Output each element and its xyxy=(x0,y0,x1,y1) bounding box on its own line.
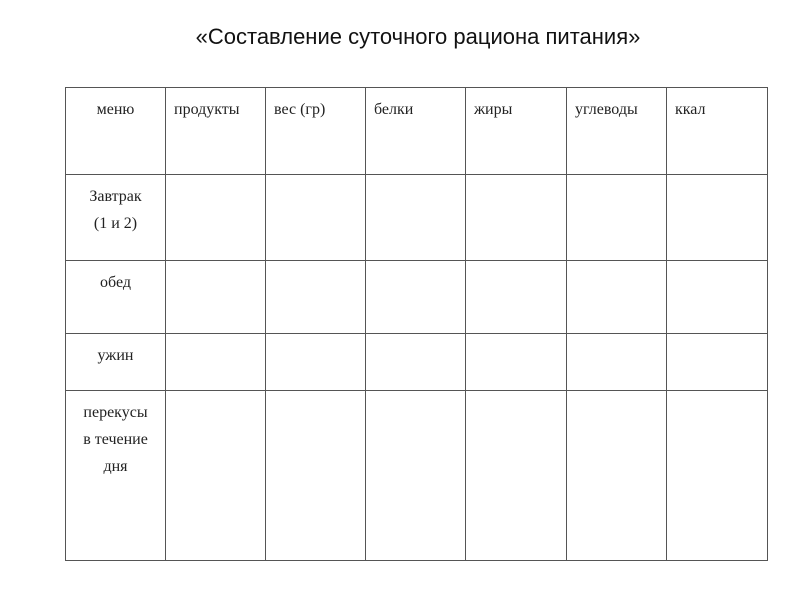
row-label-line: обед xyxy=(100,274,131,291)
header-cell-fats: жиры xyxy=(466,88,567,175)
table-cell[interactable] xyxy=(667,334,768,391)
table-row xyxy=(66,261,768,334)
table-row xyxy=(66,391,768,561)
row-label-line: Завтрак xyxy=(89,188,142,205)
table-row xyxy=(66,175,768,261)
header-cell-weight: вес (гр) xyxy=(266,88,366,175)
header-cell-carbohydrates: углеводы xyxy=(567,88,667,175)
table-row xyxy=(66,334,768,391)
table-cell[interactable] xyxy=(466,175,567,261)
table-cell[interactable] xyxy=(567,391,667,561)
header-cell-proteins: белки xyxy=(366,88,466,175)
table-cell[interactable] xyxy=(667,261,768,334)
header-cell-menu: меню xyxy=(66,88,166,175)
table-cell[interactable] xyxy=(366,334,466,391)
table-cell[interactable] xyxy=(466,391,567,561)
row-label-line: в течение xyxy=(83,431,148,448)
table-cell[interactable] xyxy=(667,175,768,261)
table-cell[interactable] xyxy=(266,334,366,391)
header-cell-kcal: ккал xyxy=(667,88,768,175)
table-cell[interactable] xyxy=(266,391,366,561)
row-label-line: перекусы xyxy=(83,404,148,421)
table-cell[interactable] xyxy=(667,391,768,561)
table-cell[interactable] xyxy=(466,334,567,391)
table-cell[interactable] xyxy=(567,175,667,261)
table-cell[interactable] xyxy=(266,175,366,261)
row-label-line: (1 и 2) xyxy=(93,215,138,232)
row-label-dinner xyxy=(66,334,166,391)
row-label-snacks xyxy=(66,391,166,561)
table-cell[interactable] xyxy=(366,261,466,334)
header-cell-products: продукты xyxy=(166,88,266,175)
table-cell[interactable] xyxy=(366,391,466,561)
table-cell[interactable] xyxy=(266,261,366,334)
row-label-line: ужин xyxy=(97,347,134,364)
row-label-breakfast xyxy=(66,175,166,261)
row-label-lunch xyxy=(66,261,166,334)
row-label-line: дня xyxy=(103,458,128,475)
table-cell[interactable] xyxy=(166,175,266,261)
table-cell[interactable] xyxy=(366,175,466,261)
page-title: «Составление суточного рациона питания» xyxy=(195,24,641,49)
meal-plan-table xyxy=(65,87,768,561)
table-header-row xyxy=(66,88,768,175)
table-cell[interactable] xyxy=(567,334,667,391)
table-cell[interactable] xyxy=(166,334,266,391)
table-cell[interactable] xyxy=(166,391,266,561)
table-cell[interactable] xyxy=(567,261,667,334)
table-cell[interactable] xyxy=(466,261,567,334)
table-cell[interactable] xyxy=(166,261,266,334)
